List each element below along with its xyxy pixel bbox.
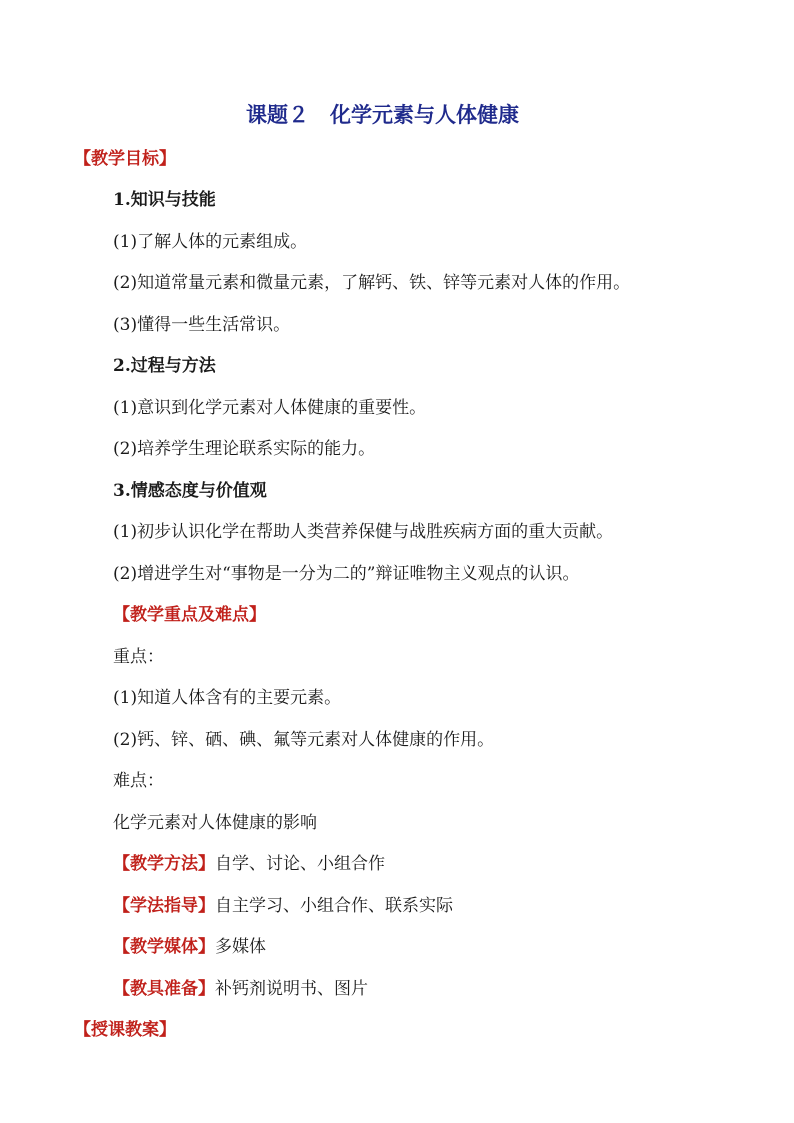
- goal-1-item: (2)知道常量元素和微量元素，了解钙、铁、锌等元素对人体的作用。: [113, 273, 631, 293]
- tools-text: 补钙剂说明书、图片: [215, 979, 368, 999]
- goal-2-heading: 2.过程与方法: [113, 356, 216, 376]
- goal-2-item: (2)培养学生理论联系实际的能力。: [113, 439, 376, 459]
- media-text: 多媒体: [215, 937, 266, 957]
- section-tools: 【教具准备】: [113, 979, 215, 999]
- difficulty-label: 难点：: [113, 771, 164, 791]
- goal-1-item: (3)懂得一些生活常识。: [113, 315, 291, 335]
- focus-item: (1)知道人体含有的主要元素。: [113, 688, 342, 708]
- page-title: 课题２ 化学元素与人体健康: [246, 102, 519, 127]
- goal-1-item: (1)了解人体的元素组成。: [113, 232, 308, 252]
- methods-text: 自学、讨论、小组合作: [215, 854, 385, 874]
- section-media: 【教学媒体】: [113, 937, 215, 957]
- section-study-guide: 【学法指导】: [113, 896, 215, 916]
- tools-line: [113, 978, 368, 1000]
- goal-3-heading: 3.情感态度与价值观: [113, 481, 267, 501]
- focus-item: (2)钙、锌、硒、碘、氟等元素对人体健康的作用。: [113, 730, 495, 750]
- goal-3-item: (1)初步认识化学在帮助人类营养保健与战胜疾病方面的重大贡献。: [113, 522, 614, 542]
- focus-label: 重点：: [113, 647, 164, 667]
- methods-line: [113, 853, 385, 875]
- goal-3-item: (2)增进学生对“事物是一分为二的”辩证唯物主义观点的认识。: [113, 564, 580, 584]
- study-line: [113, 895, 453, 917]
- study-text: 自主学习、小组合作、联系实际: [215, 896, 453, 916]
- goal-2-item: (1)意识到化学元素对人体健康的重要性。: [113, 398, 427, 418]
- difficulty-text: 化学元素对人体健康的影响: [113, 813, 317, 833]
- section-key-points: 【教学重点及难点】: [113, 605, 266, 625]
- section-teaching-goals: 【教学目标】: [74, 149, 176, 169]
- goal-1-heading: 1.知识与技能: [113, 190, 216, 210]
- media-line: [113, 936, 266, 958]
- section-methods: 【教学方法】: [113, 854, 215, 874]
- section-lesson-plan: 【授课教案】: [74, 1020, 176, 1040]
